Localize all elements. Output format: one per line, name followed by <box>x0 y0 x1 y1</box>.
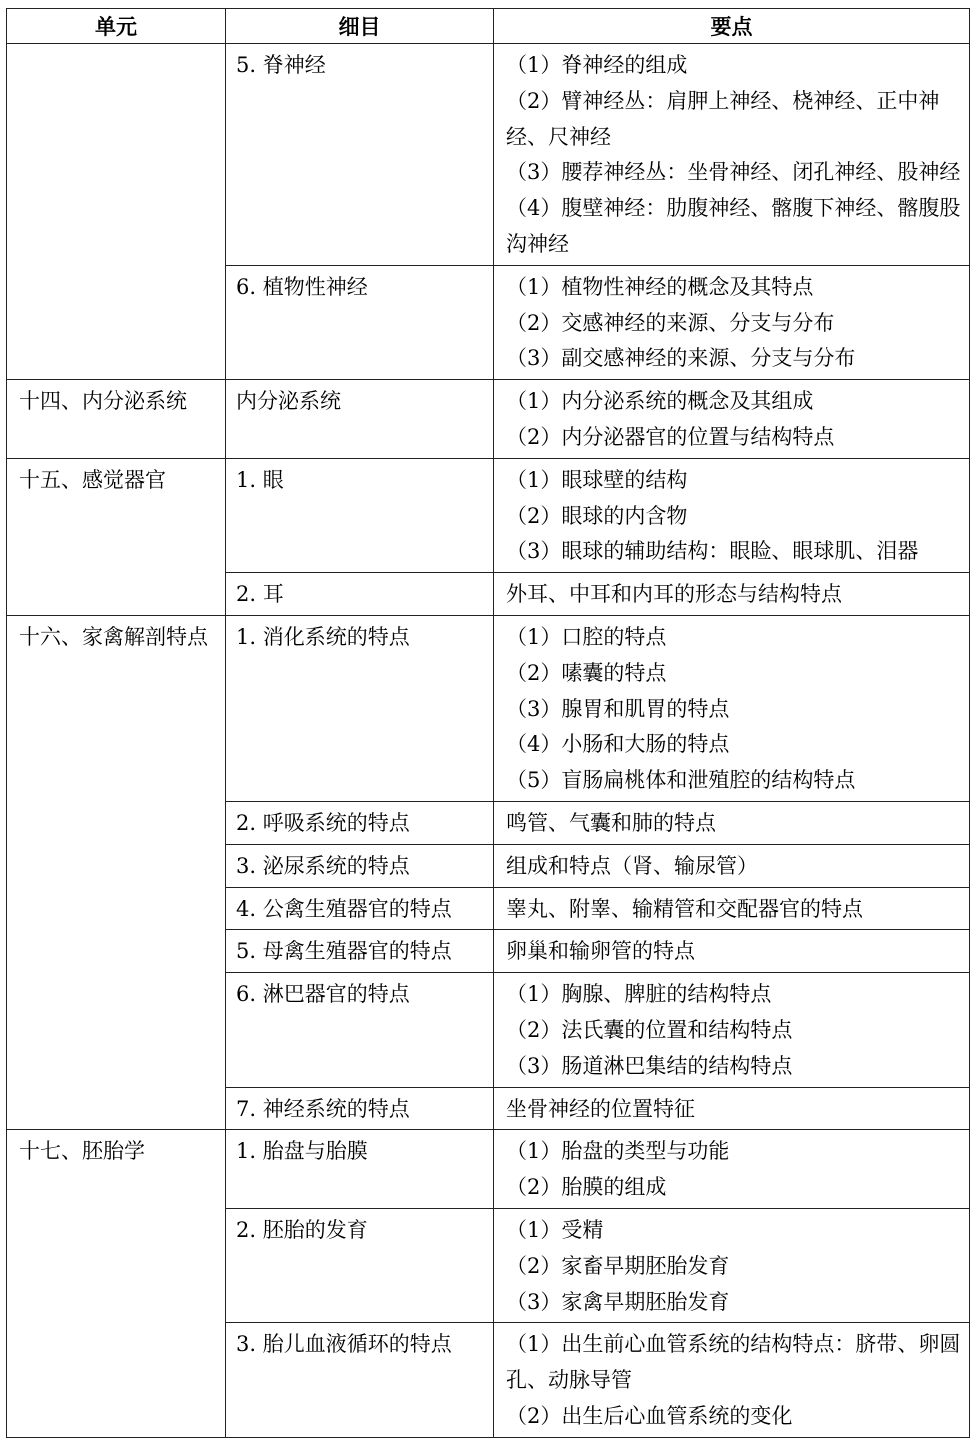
point-cell <box>494 1208 970 1322</box>
unit-cell <box>7 44 226 380</box>
point-line: 组成和特点（肾、输尿管） <box>506 853 758 878</box>
item-cell: 3. 胎儿血液循环的特点 <box>226 1323 494 1437</box>
point-line: （1）胎盘的类型与功能 <box>506 1139 730 1164</box>
point-line: 坐骨神经的位置特征 <box>506 1096 695 1121</box>
point-line: （1）眼球壁的结构 <box>506 467 688 492</box>
table-row <box>7 380 970 459</box>
item-cell: 7. 神经系统的特点 <box>226 1087 494 1130</box>
point-cell <box>494 1323 970 1437</box>
point-line: （1）受精 <box>506 1217 604 1242</box>
header-row <box>7 9 970 44</box>
point-line: （1）口腔的特点 <box>506 624 667 649</box>
point-line: （2）法氏囊的位置和结构特点 <box>506 1017 793 1042</box>
item-cell: 6. 淋巴器官的特点 <box>226 973 494 1087</box>
item-cell: 内分泌系统 <box>226 380 494 459</box>
point-cell <box>494 265 970 379</box>
point-cell <box>494 973 970 1087</box>
point-cell <box>494 380 970 459</box>
point-line: （3）家禽早期胚胎发育 <box>506 1289 730 1314</box>
point-line: （2）家畜早期胚胎发育 <box>506 1253 730 1278</box>
point-cell <box>494 1087 970 1130</box>
item-cell: 5. 脊神经 <box>226 44 494 266</box>
table-row <box>7 1130 970 1209</box>
point-cell <box>494 844 970 887</box>
point-line: （1）出生前心血管系统的结构特点：脐带、卵圆孔、动脉导管 <box>506 1332 961 1393</box>
header-unit: 单元 <box>7 9 226 44</box>
item-cell: 2. 呼吸系统的特点 <box>226 801 494 844</box>
point-cell <box>494 801 970 844</box>
item-cell: 2. 胚胎的发育 <box>226 1208 494 1322</box>
point-cell <box>494 573 970 616</box>
point-line: （4）小肠和大肠的特点 <box>506 732 730 757</box>
point-line: （2）内分泌器官的位置与结构特点 <box>506 424 835 449</box>
unit-cell: 十五、感觉器官 <box>7 458 226 615</box>
table-row <box>7 615 970 801</box>
point-cell <box>494 1130 970 1209</box>
unit-cell: 十六、家禽解剖特点 <box>7 615 226 1129</box>
point-line: （2）嗉囊的特点 <box>506 660 667 685</box>
item-cell: 1. 眼 <box>226 458 494 572</box>
point-line: （2）胎膜的组成 <box>506 1175 667 1200</box>
table-row <box>7 44 970 266</box>
unit-cell: 十四、内分泌系统 <box>7 380 226 459</box>
point-cell <box>494 44 970 266</box>
point-line: （4）腹壁神经：肋腹神经、髂腹下神经、髂腹股沟神经 <box>506 196 961 256</box>
point-line: （3）肠道淋巴集结的结构特点 <box>506 1053 793 1078</box>
point-line: 鸣管、气囊和肺的特点 <box>506 810 716 835</box>
header-point: 要点 <box>494 9 970 44</box>
point-line: （2）出生后心血管系统的变化 <box>506 1403 793 1428</box>
item-cell: 4. 公禽生殖器官的特点 <box>226 887 494 930</box>
item-cell: 3. 泌尿系统的特点 <box>226 844 494 887</box>
point-line: （3）腺胃和肌胃的特点 <box>506 696 730 721</box>
point-line: 卵巢和输卵管的特点 <box>506 939 695 964</box>
syllabus-page <box>6 8 969 1438</box>
point-line: （3）眼球的辅助结构：眼睑、眼球肌、泪器 <box>506 539 919 564</box>
syllabus-table <box>6 8 970 1438</box>
item-cell: 1. 胎盘与胎膜 <box>226 1130 494 1209</box>
point-line: （1）内分泌系统的概念及其组成 <box>506 389 814 414</box>
point-line: 睾丸、附睾、输精管和交配器官的特点 <box>506 896 863 921</box>
table-row <box>7 458 970 572</box>
unit-cell: 十七、胚胎学 <box>7 1130 226 1437</box>
point-cell <box>494 458 970 572</box>
point-line: （1）脊神经的组成 <box>506 53 688 77</box>
point-cell <box>494 887 970 930</box>
item-cell: 5. 母禽生殖器官的特点 <box>226 930 494 973</box>
item-cell: 6. 植物性神经 <box>226 265 494 379</box>
point-cell <box>494 930 970 973</box>
header-item: 细目 <box>226 9 494 44</box>
point-line: （1）胸腺、脾脏的结构特点 <box>506 982 772 1007</box>
item-cell: 1. 消化系统的特点 <box>226 615 494 801</box>
point-line: （3）腰荐神经丛：坐骨神经、闭孔神经、股神经 <box>506 160 961 185</box>
point-line: （2）交感神经的来源、分支与分布 <box>506 310 835 335</box>
point-line: （2）臂神经丛：肩胛上神经、桡神经、正中神经、尺神经 <box>506 88 940 149</box>
point-line: （1）植物性神经的概念及其特点 <box>506 274 814 299</box>
point-line: （2）眼球的内含物 <box>506 503 688 528</box>
point-line: （5）盲肠扁桃体和泄殖腔的结构特点 <box>506 768 856 793</box>
point-line: 外耳、中耳和内耳的形态与结构特点 <box>506 582 842 607</box>
point-line: （3）副交感神经的来源、分支与分布 <box>506 346 856 371</box>
item-cell: 2. 耳 <box>226 573 494 616</box>
point-cell <box>494 615 970 801</box>
